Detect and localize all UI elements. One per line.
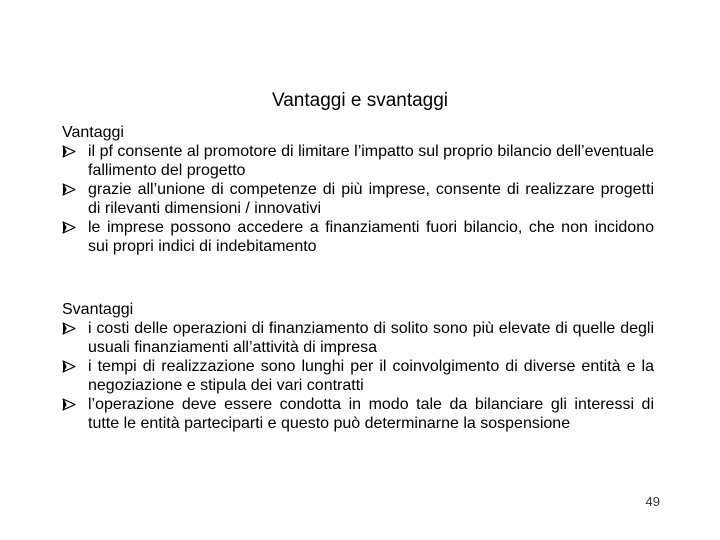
arrowhead-bullet-icon	[62, 180, 80, 199]
bullet-text: il pf consente al promotore di limitare l’impatto sul proprio bilancio dell’eventuale fallimento del progetto	[88, 143, 654, 179]
bullet-text: grazie all’unione di competenze di più imprese, consente di realizzare progetti di rilevanti dimensioni / innovativi	[88, 181, 654, 217]
slide-title: Vantaggi e svantaggi	[271, 90, 449, 111]
list-item	[62, 142, 654, 180]
list-item	[62, 357, 654, 395]
arrowhead-bullet-icon	[62, 142, 80, 161]
arrowhead-bullet-icon	[62, 218, 80, 237]
page-number: 49	[645, 494, 660, 509]
svantaggi-list	[62, 319, 654, 433]
vantaggi-section	[62, 123, 654, 256]
list-item	[62, 218, 654, 256]
svantaggi-heading: Svantaggi	[62, 301, 134, 318]
list-item	[62, 319, 654, 357]
vantaggi-list	[62, 142, 654, 256]
bullet-text: le imprese possono accedere a finanziamenti fuori bilancio, che non incidono sui propri indici di indebitamento	[88, 219, 654, 255]
bullet-text: l’operazione deve essere condotta in modo tale da bilanciare gli interessi di tutte le entità parteciparti e questo può determinarne la sospensione	[88, 396, 654, 432]
svantaggi-section	[62, 300, 654, 433]
arrowhead-bullet-icon	[62, 357, 80, 376]
arrowhead-bullet-icon	[62, 395, 80, 414]
list-item	[62, 395, 654, 433]
vantaggi-heading: Vantaggi	[62, 124, 124, 141]
bullet-text: i costi delle operazioni di finanziamento di solito sono più elevate di quelle degli usuali finanziamenti all’attività di impresa	[88, 320, 654, 356]
arrowhead-bullet-icon	[62, 319, 80, 338]
bullet-text: i tempi di realizzazione sono lunghi per il coinvolgimento di diverse entità e la negoziazione e stipula dei vari contratti	[88, 358, 654, 394]
list-item	[62, 180, 654, 218]
